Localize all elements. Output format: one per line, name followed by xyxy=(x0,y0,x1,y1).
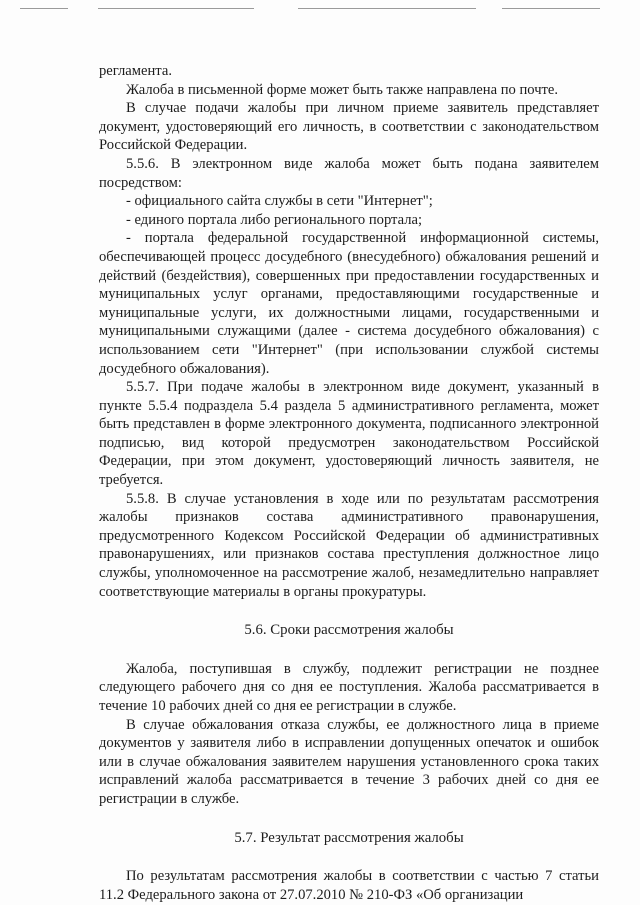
document-body xyxy=(99,62,599,904)
paragraph-5-5-7: 5.5.7. При подаче жалобы в электронном виде документ, указанный в пункте 5.5.4 подраздела 5.4 раздела 5 административного регламента, может быть представлен в форме электронного документа, подписанного электронной подписью, вид которой предусмотрен законодательством Российской Федерации, при этом документ, удостоверяющий личность заявителя, не требуется. xyxy=(99,379,599,489)
paragraph: Жалоба в письменной форме может быть также направлена по почте. xyxy=(126,81,559,98)
list-item: - официального сайта службы в сети "Интернет"; xyxy=(126,193,433,210)
paragraph: Жалоба, поступившая в службу, подлежит регистрации не позднее следующего рабочего дня со дня ее поступления. Жалоба рассматривается в течение 10 рабочих дней со дня ее регистрации в службе. xyxy=(99,660,599,714)
scan-top-rule xyxy=(298,8,476,9)
list-item: - единого портала либо регионального портала; xyxy=(126,211,423,228)
list-item: - портала федеральной государственной информационной системы, обеспечивающей процесс досудебного (внесудебного) обжалования решений и действий (бездействия), совершенных при предоставлении государственных и муниципальных услуг органами, предоставляющими государственные и муниципальные услуги, их должностными лицами, государственными и муниципальными служащими (далее - система досудебного обжалования) с использованием сети "Интернет" (при использовании службой системы досудебного обжалования). xyxy=(99,230,599,377)
scan-top-rule xyxy=(502,8,600,9)
scan-top-rule xyxy=(98,8,254,9)
paragraph: В случае обжалования отказа службы, ее должностного лица в приеме документов у заявителя либо в исправлении допущенных опечаток и ошибок или в случае обжалования заявителем нарушения установленного срока таких исправлений жалоба рассматривается в течение 3 рабочих дней со дня ее регистрации в службе. xyxy=(99,716,599,807)
scan-top-rule xyxy=(20,8,68,9)
section-heading-5-7: 5.7. Результат рассмотрения жалобы xyxy=(234,829,464,846)
paragraph: регламента. xyxy=(99,63,172,79)
paragraph-5-5-6: 5.5.6. В электронном виде жалоба может быть подана заявителем посредством: xyxy=(99,155,599,191)
paragraph: По результатам рассмотрения жалобы в соответствии с частью 7 статьи 11.2 Федерального закона от 27.07.2010 № 210-ФЗ «Об организации xyxy=(99,868,599,903)
paragraph-5-5-8: 5.5.8. В случае установления в ходе или по результатам рассмотрения жалобы признаков состава административного правонарушения, предусмотренного Кодексом Российской Федерации об административных правонарушениях, или признаков состава преступления должностное лицо службы, уполномоченное на рассмотрение жалоб, незамедлительно направляет соответствующие материалы в органы прокуратуры. xyxy=(99,490,599,600)
section-heading-5-6: 5.6. Сроки рассмотрения жалобы xyxy=(244,622,454,639)
paragraph: В случае подачи жалобы при личном приеме заявитель представляет документ, удостоверяющий его личность, в соответствии с законодательством Российской Федерации. xyxy=(99,100,599,154)
